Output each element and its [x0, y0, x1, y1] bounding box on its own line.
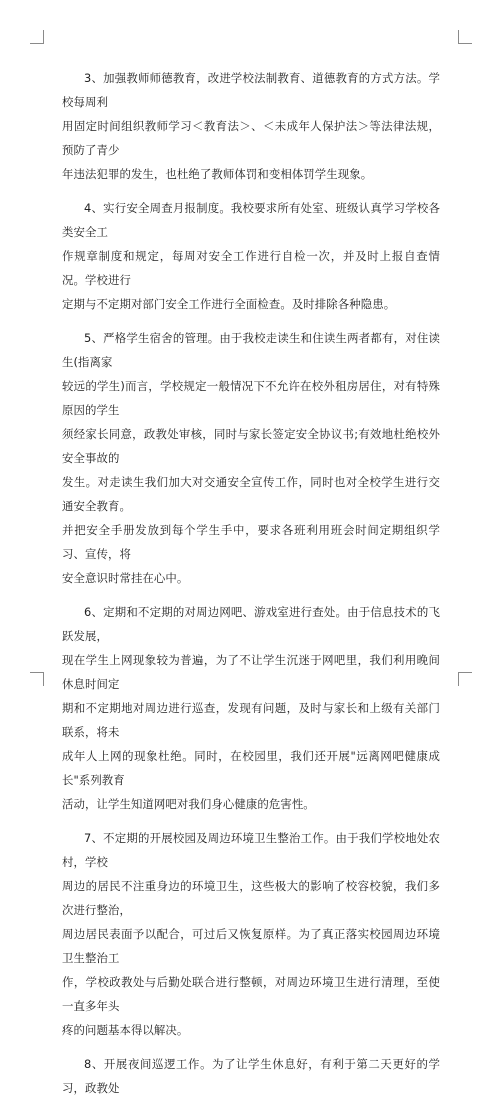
text-line: 并把安全手册发放到每个学生手中，要求各班利用班会时间定期组织学习、宣传，将 [62, 523, 440, 561]
paragraph-3 [62, 66, 440, 186]
text-line: 年违法犯罪的发生，也杜绝了教师体罚和变相体罚学生现象。 [62, 167, 373, 181]
text-line: 期和不定期地对周边进行巡查，发现有问题，及时与家长和上级有关部门联系，将未 [62, 701, 440, 739]
text-line: 定期与不定期对部门安全工作进行全面检查。及时排除各种隐患。 [62, 297, 396, 311]
crop-mark-bottom-left-v [43, 672, 44, 686]
paragraph-6 [62, 600, 440, 816]
crop-mark-top-right-h [458, 43, 472, 44]
text-line: 8、开展夜间巡逻工作。为了让学生休息好，有利于第二天更好的学习，政教处 [62, 1057, 440, 1095]
crop-mark-top-left-v [43, 30, 44, 44]
text-line: 活动，让学生知道网吧对我们身心健康的危害性。 [62, 797, 315, 811]
text-line: 7、不定期的开展校园及周边环境卫生整治工作。由于我们学校地处农村，学校 [62, 831, 440, 869]
text-line: 安全意识时常挂在心中。 [62, 571, 189, 585]
text-line: 5、严格学生宿舍的管理。由于我校走读生和住读生两者都有，对住读生(指离家 [62, 331, 440, 369]
crop-mark-bottom-left-h [30, 672, 44, 673]
text-line: 现在学生上网现象较为普遍，为了不让学生沉迷于网吧里，我们利用晚间休息时间定 [62, 653, 440, 691]
paragraph-7 [62, 826, 440, 1042]
paragraph-4 [62, 196, 440, 316]
crop-mark-top-right-v [458, 30, 459, 44]
text-line: 周边的居民不注重身边的环境卫生，这些极大的影响了校容校貌，我们多次进行整治， [62, 879, 440, 917]
text-line: 6、定期和不定期的对周边网吧、游戏室进行查处。由于信息技术的飞跃发展， [62, 605, 440, 643]
text-line: 疼的问题基本得以解决。 [62, 1023, 189, 1037]
paragraph-8 [62, 1052, 440, 1100]
document-body [62, 66, 440, 1110]
crop-mark-bottom-right-v [458, 672, 459, 686]
text-line: 3、加强教师师德教育，改进学校法制教育、道德教育的方式方法。学校每周利 [62, 71, 440, 109]
text-line: 用固定时间组织教师学习＜教育法＞、＜未成年人保护法＞等法律法规，预防了青少 [62, 119, 440, 157]
crop-mark-top-left-h [30, 43, 44, 44]
text-line: 作规章制度和规定，每周对安全工作进行自检一次，并及时上报自查情况。学校进行 [62, 249, 440, 287]
text-line: 较远的学生)而言，学校规定一般情况下不允许在校外租房居住，对有特殊原因的学生 [62, 379, 440, 417]
text-line: 成年人上网的现象杜绝。同时，在校园里，我们还开展"远离网吧健康成长"系列教育 [62, 749, 440, 787]
paragraph-5 [62, 326, 440, 590]
text-line: 4、实行安全周查月报制度。我校要求所有处室、班级认真学习学校各类安全工 [62, 201, 440, 239]
text-line: 作，学校政教处与后勤处联合进行整顿，对周边环境卫生进行清理，至使一直多年头 [62, 975, 440, 1013]
text-line: 须经家长同意，政教处审核，同时与家长签定安全协议书;有效地杜绝校外安全事故的 [62, 427, 440, 465]
text-line: 周边居民表面予以配合，可过后又恢复原样。为了真正落实校园周边环境卫生整治工 [62, 927, 440, 965]
crop-mark-bottom-right-h [458, 672, 472, 673]
text-line: 发生。对走读生我们加大对交通安全宣传工作，同时也对全校学生进行交通安全教育。 [62, 475, 440, 513]
